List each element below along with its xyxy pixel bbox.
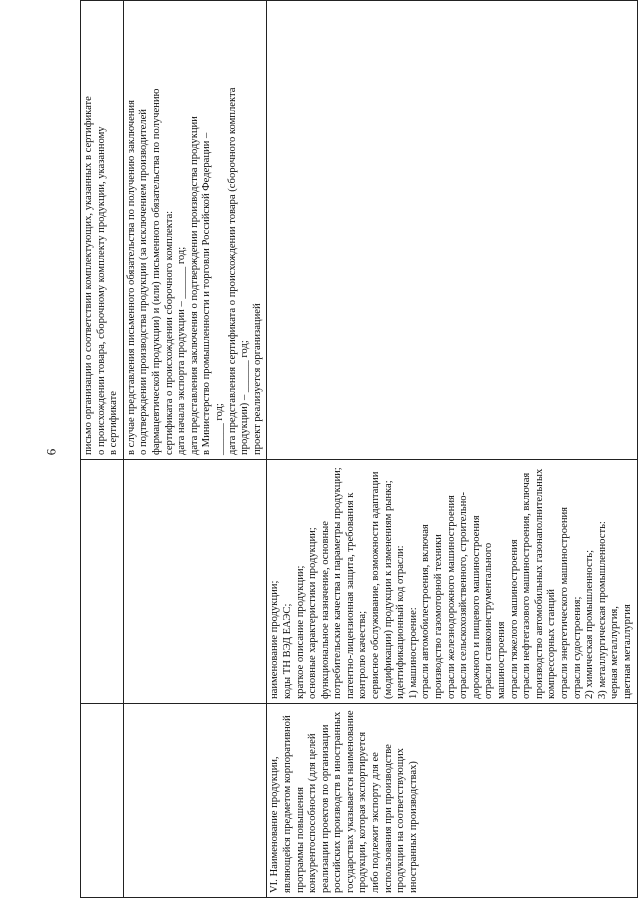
table-cell	[81, 460, 124, 704]
cell-line: дата начала экспорта продукции – ______ год;	[176, 246, 188, 455]
cell-line: сертификата о происхождении сборочного комплекта:	[163, 210, 175, 455]
table-cell	[267, 460, 637, 704]
cell-line: в случае представления письменного обязательства по получению заключения	[125, 100, 137, 455]
table-row	[81, 1, 124, 898]
cell-line: 3) металлургическая промышленность:	[596, 521, 608, 699]
cell-line: цветная металлургия	[621, 604, 633, 699]
cell-line: функциональное назначение, основные потребительские качества и параметры продукции;	[319, 467, 344, 699]
cell-line: 1) машиностроение:	[407, 607, 419, 699]
table-cell	[123, 460, 267, 704]
cell-line: 2) химическая промышленность;	[584, 549, 596, 699]
cell-line: черная металлургия,	[609, 606, 621, 699]
cell-line: отрасли автомобилестроения, включая производство газомоторной техники	[420, 524, 445, 699]
table-cell	[123, 1, 267, 460]
table-cell	[81, 1, 124, 460]
cell-line: коды ТН ВЭД ЕАЭС;	[281, 603, 293, 699]
cell-line: продукции) – ______ год;	[239, 340, 251, 455]
rotated-table-container	[80, 8, 633, 898]
requirements-table	[80, 0, 638, 898]
cell-line: в сертификате	[108, 391, 120, 455]
cell-line: отрасли железнодорожного машиностроения	[445, 495, 457, 699]
rotated-page	[80, 8, 633, 898]
table-row	[123, 1, 267, 898]
table-cell	[123, 704, 267, 898]
cell-line: о происхождении товара, сборочному комплекту продукции, указанному	[95, 126, 107, 455]
cell-line: проект реализуется организацией	[251, 303, 263, 455]
cell-line: письмо организации о соответствии комплектующих, указанных в сертификате	[83, 96, 94, 455]
cell-line: отрасли тяжелого машиностроения	[508, 539, 520, 699]
cell-line: о подтверждении производства продукции (за исключением производителей	[138, 109, 150, 455]
cell-line: ______ год;	[213, 403, 225, 455]
cell-line: наименование продукции;	[269, 580, 281, 699]
cell-line: идентификационный код отрасли:	[395, 545, 407, 699]
page-number: 6	[43, 448, 59, 456]
cell-line: дата представления сертификата о происхождении товара (сборочного комплекта	[226, 87, 238, 455]
cell-line: фармацевтической продукции) и (или) письменного обязательства по получению	[150, 88, 162, 455]
cell-line: сервисное обслуживание, возможности адаптации (модификации) продукции к изменениям рынка;	[370, 471, 394, 699]
cell-line: дата представления заключения о подтверждении производства продукции	[188, 116, 200, 455]
cell-line: отрасли станкоинструментального машиностроения	[483, 542, 507, 699]
table-cell	[81, 704, 124, 898]
section-vi-heading: VI. Наименование продукции, являющейся предметом корпоративной программы повышения конкурентоспособности (для целей реализации проектов по организации российских производств в иностранных государствах указывается наименование продукции, которая экспортируется либо подлежит экспорту для ее использования при производстве продукции на соответствующих иностранных производствах)	[267, 704, 637, 898]
table-cell	[267, 1, 637, 460]
table-row	[267, 1, 637, 898]
cell-line: отрасли сельскохозяйственного, строительно-дорожного и пищевого машиностроения	[458, 491, 482, 699]
cell-line: основные характеристики продукции;	[307, 527, 319, 699]
cell-line: краткое описание продукции;	[294, 565, 306, 699]
cell-line: патентно-лицензионная защита, требования к контролю качества;	[344, 492, 369, 699]
cell-line: в Министерство промышленности и торговли Российской Федерации –	[201, 132, 213, 455]
cell-line: отрасли энергетического машиностроения	[558, 506, 570, 699]
cell-line: отрасли нефтегазового машиностроения, включая производство автомобильных газонаполнительных компрессорных станций	[521, 468, 558, 699]
cell-line: отрасли судостроения;	[571, 596, 583, 699]
